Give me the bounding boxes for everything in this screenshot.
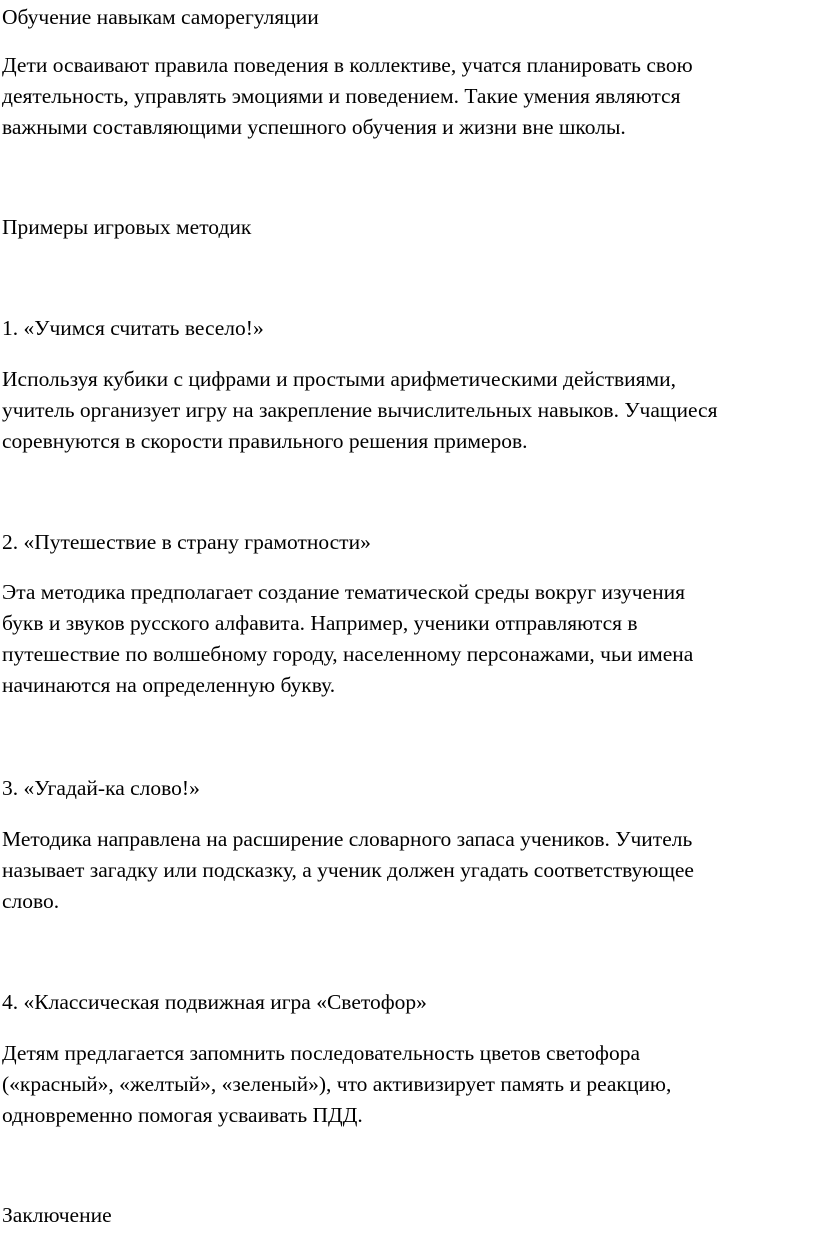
- text-line: Методика направлена на расширение словарного запаса учеников. Учитель: [2, 827, 693, 851]
- text-line: Дети осваивают правила поведения в коллективе, учатся планировать свою: [2, 53, 693, 77]
- text-line: важными составляющими успешного обучения и жизни вне школы.: [2, 115, 626, 139]
- text-line: учитель организует игру на закрепление вычислительных навыков. Учащиеся: [2, 398, 718, 422]
- text-line: букв и звуков русского алфавита. Например, ученики отправляются в: [2, 611, 638, 635]
- text-line: деятельность, управлять эмоциями и поведением. Такие умения являются: [2, 84, 681, 108]
- text-line: называет загадку или подсказку, а ученик должен угадать соответствующее: [2, 858, 694, 882]
- conclusion-heading: Заключение: [2, 1203, 112, 1227]
- text-line: начинаются на определенную букву.: [2, 673, 336, 697]
- text-line: («красный», «желтый», «зеленый»), что активизирует память и реакцию,: [2, 1072, 672, 1096]
- text-line: Используя кубики с цифрами и простыми арифметическими действиями,: [2, 367, 677, 391]
- text-line: Детям предлагается запомнить последовательность цветов светофора: [2, 1041, 640, 1065]
- text-line: соревнуются в скорости правильного решения примеров.: [2, 429, 528, 453]
- method-description: [2, 364, 814, 457]
- method-title: 3. «Угадай-ка слово!»: [2, 776, 200, 800]
- section-title: Обучение навыкам саморегуляции: [2, 5, 319, 29]
- method-title: 1. «Учимся считать весело!»: [2, 316, 264, 340]
- text-line: одновременно помогая усваивать ПДД.: [2, 1103, 363, 1127]
- text-line: слово.: [2, 889, 60, 913]
- text-line: Эта методика предполагает создание тематической среды вокруг изучения: [2, 580, 686, 604]
- method-title: 2. «Путешествие в страну грамотности»: [2, 530, 371, 554]
- method-title: 4. «Классическая подвижная игра «Светофор»: [2, 990, 427, 1014]
- method-description: [2, 1038, 814, 1131]
- examples-heading: Примеры игровых методик: [2, 215, 252, 239]
- method-description: [2, 824, 814, 917]
- method-description: [2, 577, 814, 701]
- intro-paragraph: [2, 50, 814, 143]
- text-line: путешествие по волшебному городу, населенному персонажами, чьи имена: [2, 642, 694, 666]
